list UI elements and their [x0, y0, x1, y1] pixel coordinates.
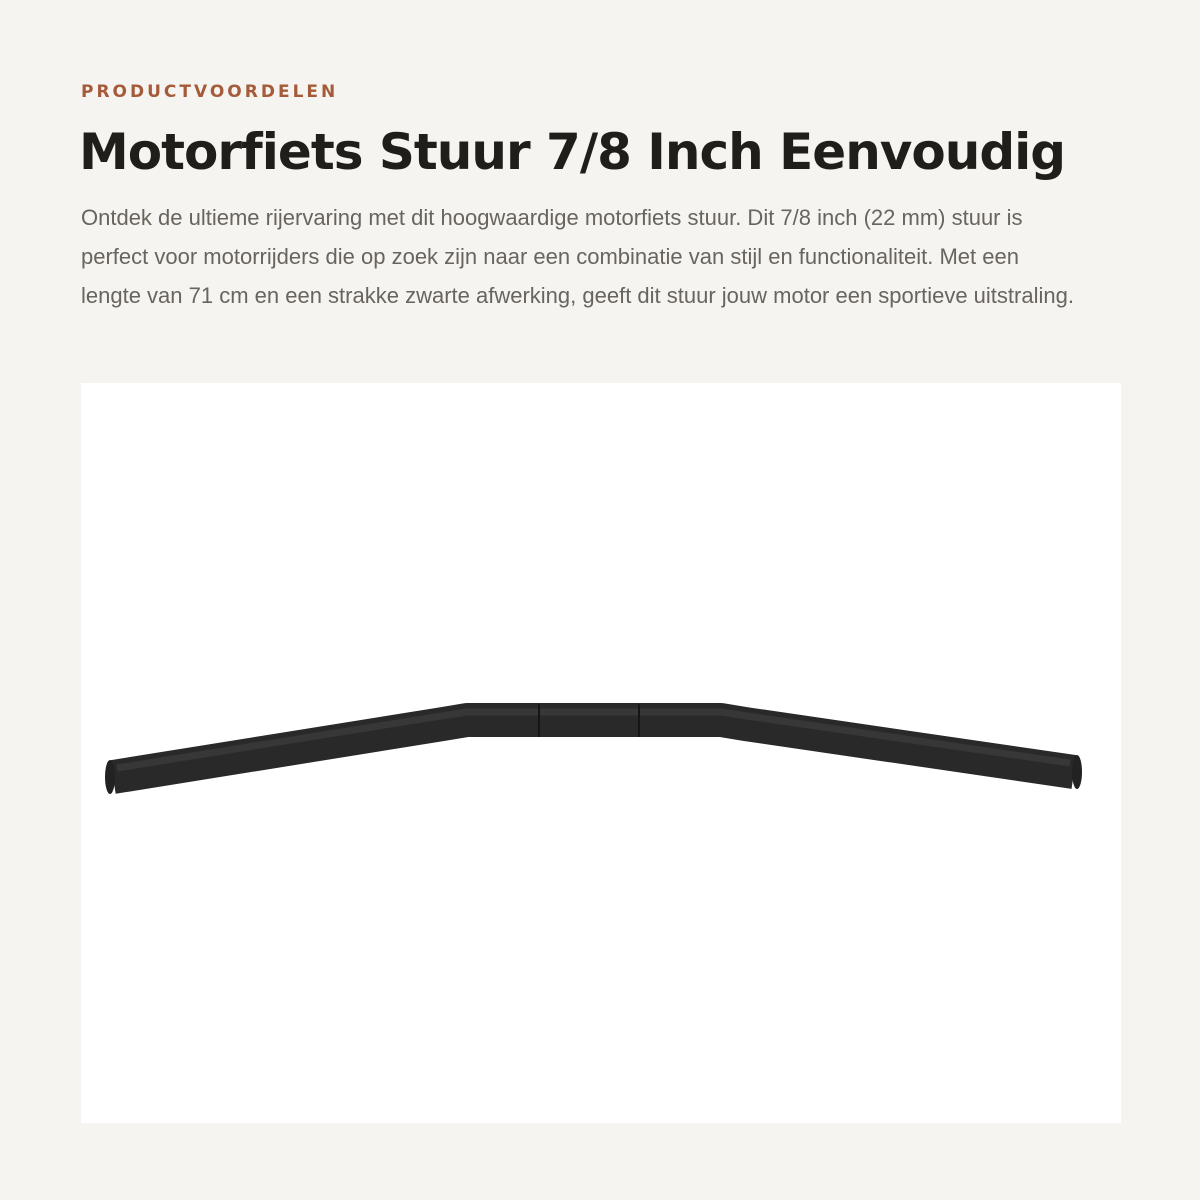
section-eyebrow: PRODUCTVOORDELEN — [81, 82, 339, 102]
left-handlebar-end — [105, 760, 115, 794]
motorcycle-handlebar-icon — [81, 383, 1121, 1123]
product-benefits-section — [81, 0, 1121, 1200]
product-description: Ontdek de ultieme rijervaring met dit hoogwaardige motorfiets stuur. Dit 7/8 inch (22 mm) stuur is perfect voor motorrijders die op zoek zijn naar een combinatie van stijl en functionaliteit. Met een lengte van 71 cm en een strakke zwarte afwerking, geeft dit stuur jouw motor een sportieve uitstraling. — [81, 205, 1074, 308]
right-handlebar-end — [1072, 755, 1082, 789]
product-title: Motorfiets Stuur 7/8 Inch Eenvoudig — [79, 123, 1066, 181]
product-image-card — [81, 383, 1121, 1123]
